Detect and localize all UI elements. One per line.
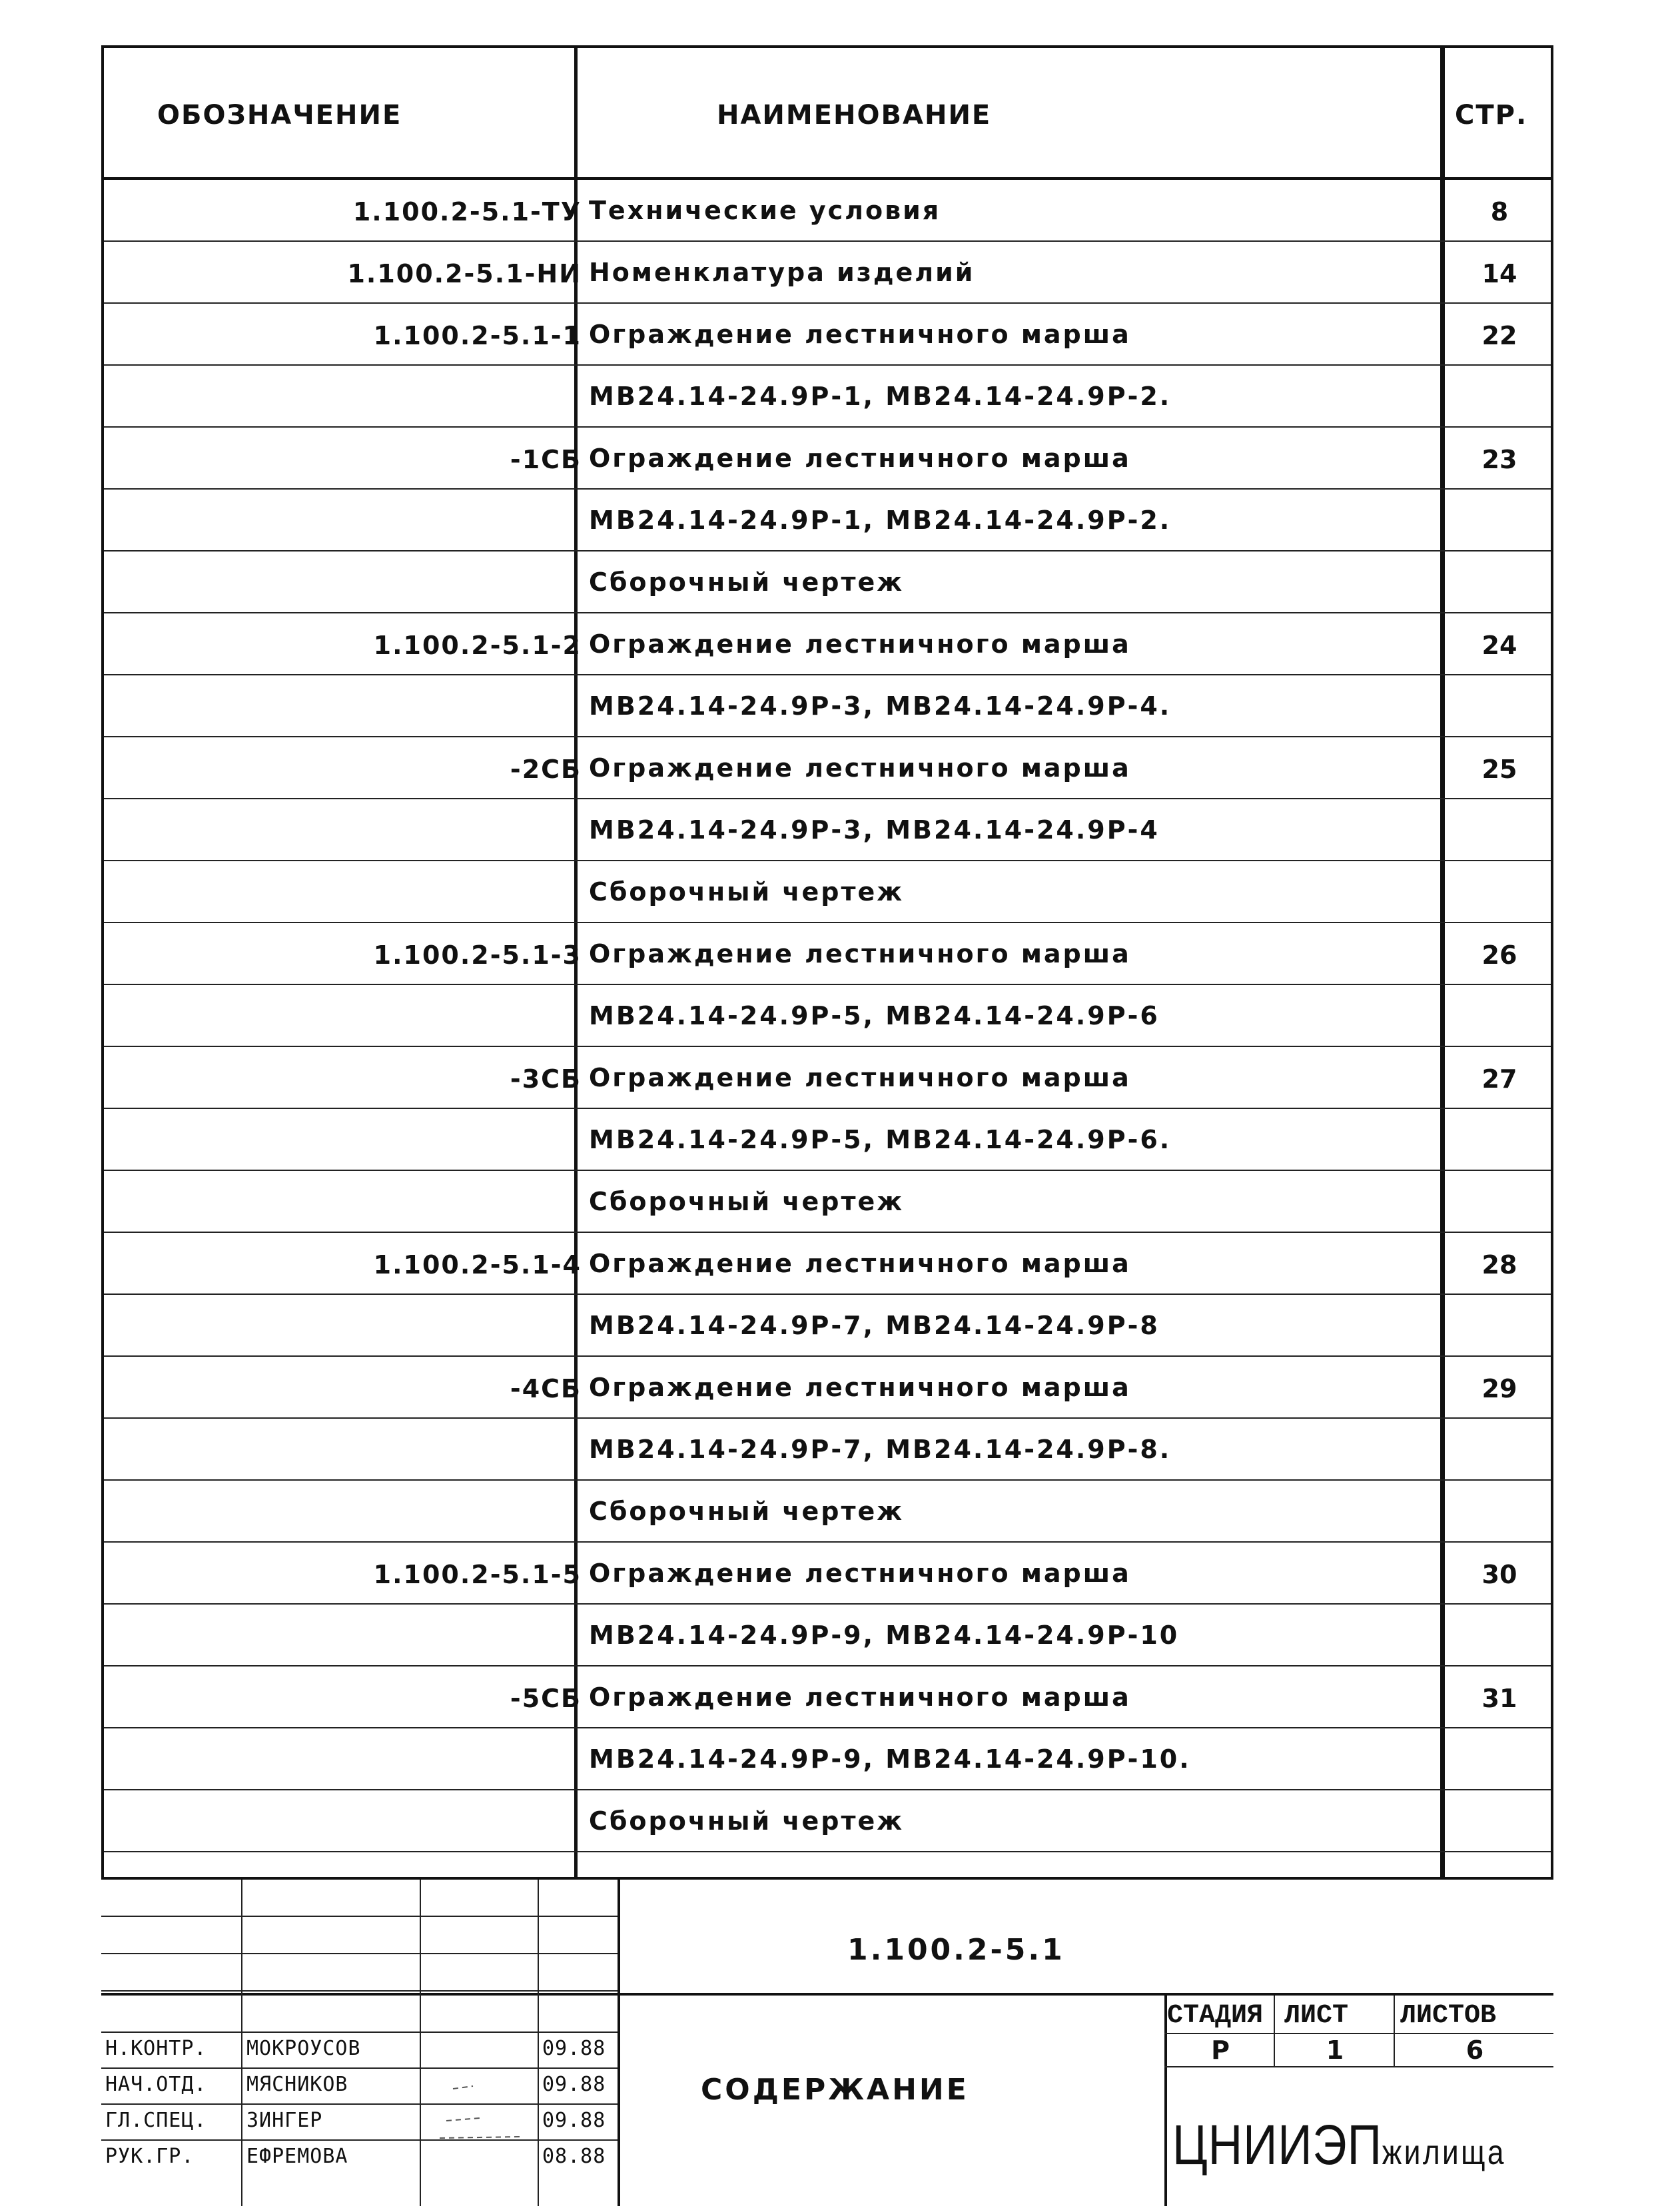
table-row (104, 1605, 1551, 1666)
table-row (104, 1543, 1551, 1605)
row-name: Ограждение лестничного марша (589, 629, 1131, 659)
row-designation: -5СБ (510, 1684, 582, 1713)
signature-role: НАЧ.ОТД. (105, 2073, 207, 2096)
table-row (104, 1047, 1551, 1109)
row-page: 25 (1481, 755, 1517, 784)
signature-mark (433, 2054, 533, 2154)
document-designation: 1.100.2-5.1 (847, 1933, 1065, 1967)
signature-name: МЯСНИКОВ (246, 2073, 348, 2096)
table-row (104, 1419, 1551, 1481)
row-name: Ограждение лестничного марша (589, 1373, 1131, 1402)
row-name: МВ24.14-24.9Р-9, МВ24.14-24.9Р-10. (589, 1744, 1191, 1774)
row-designation: 1.100.2-5.1-1 (373, 321, 582, 350)
table-header (104, 48, 1551, 180)
table-row (104, 613, 1551, 675)
row-name: Ограждение лестничного марша (589, 753, 1131, 783)
table-row (104, 552, 1551, 613)
signature-date: 09.88 (542, 2037, 606, 2060)
table-row (104, 242, 1551, 304)
signature-role: РУК.ГР. (105, 2145, 195, 2168)
table-row (104, 1790, 1551, 1852)
row-name: Номенклатура изделий (589, 258, 975, 287)
row-name: Ограждение лестничного марша (589, 444, 1131, 473)
row-designation: 1.100.2-5.1-4 (373, 1250, 582, 1280)
sheets-label: ЛИСТОВ (1400, 2001, 1497, 2031)
stage-label: СТАДИЯ (1167, 2001, 1264, 2031)
signature-name: ЕФРЕМОВА (246, 2145, 348, 2168)
table-row (104, 1233, 1551, 1295)
table-row (104, 366, 1551, 428)
row-name: Ограждение лестничного марша (589, 1063, 1131, 1092)
organization-sub: жилища (1382, 2133, 1506, 2172)
organization-name (1172, 2113, 1506, 2177)
row-designation: 1.100.2-5.1-3 (373, 940, 582, 970)
row-name: МВ24.14-24.9Р-1, МВ24.14-24.9Р-2. (589, 382, 1172, 411)
row-page: 27 (1481, 1064, 1517, 1094)
table-row (104, 490, 1551, 552)
row-page: 23 (1481, 445, 1517, 474)
signature-date: 09.88 (542, 2073, 606, 2096)
row-name: Ограждение лестничного марша (589, 1559, 1131, 1588)
row-designation: 1.100.2-5.1-2 (373, 631, 582, 660)
row-designation: -4СБ (510, 1374, 582, 1403)
row-name: МВ24.14-24.9Р-1, МВ24.14-24.9Р-2. (589, 506, 1172, 535)
row-designation: -1СБ (510, 445, 582, 474)
row-name: Ограждение лестничного марша (589, 1682, 1131, 1712)
stage-value: Р (1211, 2035, 1230, 2065)
row-name: МВ24.14-24.9Р-3, МВ24.14-24.9Р-4. (589, 691, 1172, 721)
row-designation: -3СБ (510, 1064, 582, 1094)
signature-role: Н.КОНТР. (105, 2037, 207, 2060)
table-row (104, 1666, 1551, 1728)
header-page: СТР. (1455, 100, 1528, 131)
row-name: Ограждение лестничного марша (589, 939, 1131, 968)
row-name: Сборочный чертеж (589, 1497, 905, 1526)
table-row (104, 923, 1551, 985)
row-page: 28 (1481, 1250, 1517, 1280)
table-row (104, 180, 1551, 242)
table-row (104, 304, 1551, 366)
sheet-value: 1 (1326, 2035, 1344, 2065)
document-title: СОДЕРЖАНИЕ (701, 2073, 969, 2107)
table-row (104, 1728, 1551, 1790)
row-name: Сборочный чертеж (589, 877, 905, 907)
title-block (101, 1877, 1553, 2203)
row-name: МВ24.14-24.9Р-5, МВ24.14-24.9Р-6. (589, 1125, 1172, 1154)
table-row (104, 985, 1551, 1047)
row-name: МВ24.14-24.9Р-5, МВ24.14-24.9Р-6 (589, 1001, 1160, 1030)
row-name: Ограждение лестничного марша (589, 1249, 1131, 1278)
row-name: Сборочный чертеж (589, 1187, 905, 1216)
sheets-value: 6 (1465, 2035, 1484, 2065)
header-designation: ОБОЗНАЧЕНИЕ (157, 100, 402, 131)
row-name: Технические условия (589, 196, 941, 225)
organization-main: ЦНИИЭП (1172, 2113, 1382, 2176)
row-page: 22 (1481, 321, 1517, 350)
table-row (104, 737, 1551, 799)
row-name: МВ24.14-24.9Р-7, МВ24.14-24.9Р-8. (589, 1435, 1172, 1464)
row-page: 26 (1481, 940, 1517, 970)
header-name: НАИМЕНОВАНИЕ (717, 100, 992, 131)
row-page: 14 (1481, 259, 1517, 288)
row-page: 8 (1490, 197, 1509, 226)
row-designation: 1.100.2-5.1-5 (373, 1560, 582, 1589)
row-name: Сборочный чертеж (589, 567, 905, 597)
signature-name: ЗИНГЕР (246, 2109, 323, 2132)
table-row (104, 1481, 1551, 1543)
sheet-label: ЛИСТ (1284, 2001, 1349, 2031)
table-row (104, 428, 1551, 490)
table-row (104, 675, 1551, 737)
row-page: 29 (1481, 1374, 1517, 1403)
table-row (104, 861, 1551, 923)
row-designation: -2СБ (510, 755, 582, 784)
table-row (104, 1295, 1551, 1357)
table-row (104, 1109, 1551, 1171)
contents-table (101, 45, 1553, 1877)
signature-date: 09.88 (542, 2109, 606, 2132)
table-row (104, 1171, 1551, 1233)
row-name: МВ24.14-24.9Р-7, МВ24.14-24.9Р-8 (589, 1311, 1160, 1340)
row-page: 30 (1481, 1560, 1517, 1589)
table-row (104, 1357, 1551, 1419)
signature-date: 08.88 (542, 2145, 606, 2168)
table-row (104, 799, 1551, 861)
row-name: МВ24.14-24.9Р-9, МВ24.14-24.9Р-10 (589, 1621, 1180, 1650)
signature-name: МОКРОУСОВ (246, 2037, 361, 2060)
row-designation: 1.100.2-5.1-НИ (347, 259, 582, 288)
row-page: 24 (1481, 631, 1517, 660)
row-designation: 1.100.2-5.1-ТУ (352, 197, 582, 226)
row-page: 31 (1481, 1684, 1517, 1713)
row-name: Ограждение лестничного марша (589, 320, 1131, 349)
signature-role: ГЛ.СПЕЦ. (105, 2109, 207, 2132)
row-name: Сборочный чертеж (589, 1806, 905, 1836)
row-name: МВ24.14-24.9Р-3, МВ24.14-24.9Р-4 (589, 815, 1160, 845)
